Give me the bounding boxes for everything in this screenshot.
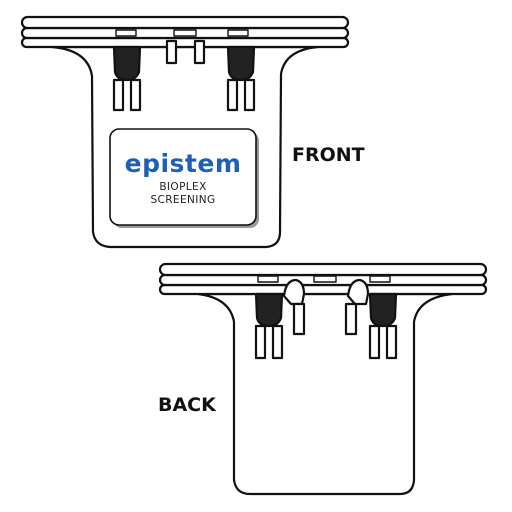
front-label: FRONT [292, 144, 365, 166]
back-label: BACK [158, 394, 216, 416]
brand-sub-line-2: SCREENING [150, 194, 216, 206]
front-view [22, 17, 348, 247]
front-rail-notches [116, 30, 248, 36]
back-view [160, 264, 486, 494]
front-rail-top [22, 17, 348, 28]
front-rail-bottom [22, 38, 348, 47]
back-rail-bottom [160, 285, 486, 294]
back-rail-notches [258, 276, 390, 282]
brand-logo-text: epistem [124, 149, 242, 178]
back-cartridge-body [198, 294, 452, 494]
back-rail-top [160, 264, 486, 275]
brand-sub-line-1: BIOPLEX [159, 181, 207, 193]
